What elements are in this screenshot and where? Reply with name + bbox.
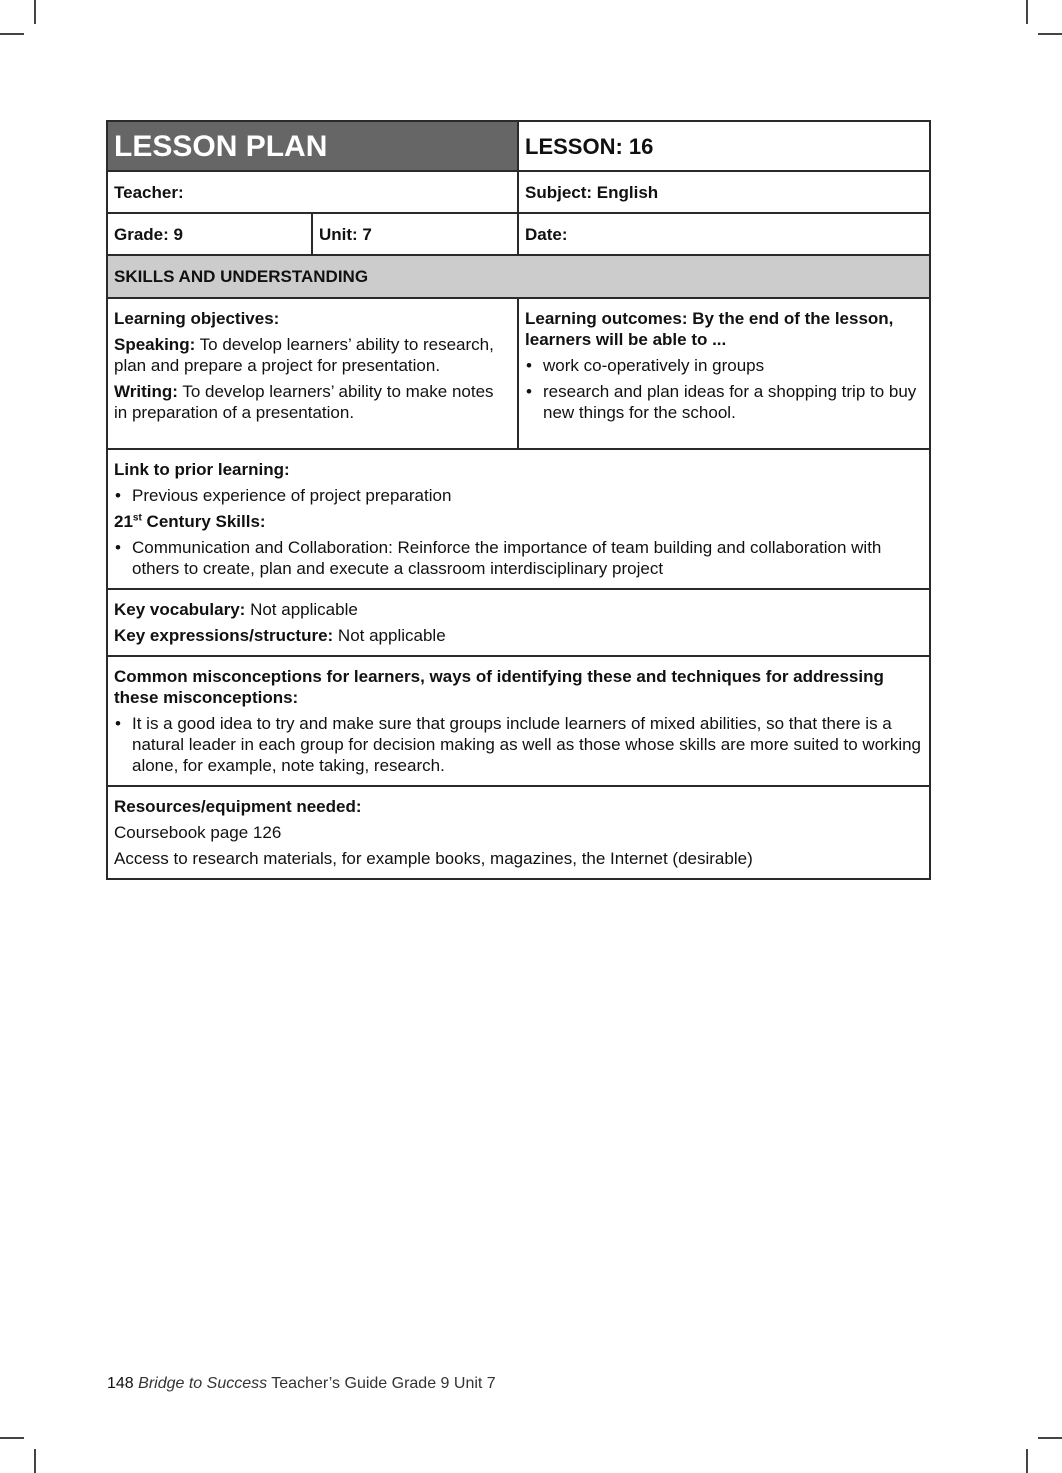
bullet-icon: • xyxy=(115,538,121,557)
resource-line: Access to research materials, for example books, magazines, the Internet (desirable) xyxy=(114,849,753,868)
misconceptions-cell xyxy=(107,656,930,786)
bullet-icon: • xyxy=(526,382,532,401)
crop-mark-bottom-right-vertical xyxy=(1026,1449,1028,1473)
list-item: • Communication and Collaboration: Reinforce the importance of team building and collaboration with others to create, plan and execute a classroom interdisciplinary project xyxy=(115,538,882,578)
bullet-icon: • xyxy=(526,356,532,375)
lesson-plan-title: LESSON PLAN xyxy=(107,121,518,171)
objective-writing xyxy=(114,381,511,423)
crop-mark-bottom-left-vertical xyxy=(34,1449,36,1473)
list-item: • research and plan ideas for a shopping trip to buy new things for the school. xyxy=(526,382,917,422)
crop-mark-top-right-vertical xyxy=(1026,0,1028,24)
speaking-label: Speaking: xyxy=(114,335,196,354)
unit-field: Unit: 7 xyxy=(312,213,518,255)
key-expressions: Key expressions/structure: Not applicable xyxy=(114,626,446,645)
list-item: • work co-operatively in groups xyxy=(526,356,765,375)
book-title: Bridge to Success xyxy=(138,1375,268,1392)
prior-learning-cell xyxy=(107,449,930,589)
century-skills-heading: 21st Century Skills: xyxy=(114,512,266,531)
date-field: Date: xyxy=(518,213,930,255)
page-footer xyxy=(107,1375,496,1393)
vocabulary-cell xyxy=(107,589,930,656)
bullet-icon: • xyxy=(115,486,121,505)
crop-mark-bottom-right-horizontal xyxy=(1038,1437,1062,1439)
page-number: 148 xyxy=(107,1375,134,1392)
key-vocabulary: Key vocabulary: Not applicable xyxy=(114,600,358,619)
writing-label: Writing: xyxy=(114,382,178,401)
prior-learning-list xyxy=(114,485,923,506)
misconceptions-list xyxy=(114,713,923,776)
teacher-field: Teacher: xyxy=(107,171,518,213)
writing-text: To develop learners’ ability to make notes in preparation of a presentation. xyxy=(114,382,494,422)
crop-mark-top-right-horizontal xyxy=(1038,33,1062,35)
learning-objectives-cell xyxy=(107,298,518,449)
objective-speaking xyxy=(114,334,511,376)
crop-mark-top-left-vertical xyxy=(34,0,36,24)
misconceptions-heading: Common misconceptions for learners, ways of identifying these and techniques for addressing these misconceptions: xyxy=(114,667,884,707)
resource-line: Coursebook page 126 xyxy=(114,823,282,842)
lesson-number: LESSON: 16 xyxy=(518,121,930,171)
resources-heading: Resources/equipment needed: xyxy=(114,797,362,816)
list-item: • It is a good idea to try and make sure that groups include learners of mixed abilities, so that there is a natural leader in each group for decision making as well as those whose skills are more suited to working alone, for example, note taking, research. xyxy=(115,714,922,775)
subject-field: Subject: English xyxy=(518,171,930,213)
lesson-plan-table xyxy=(106,120,931,880)
crop-mark-bottom-left-horizontal xyxy=(0,1437,24,1439)
prior-learning-heading: Link to prior learning: xyxy=(114,460,290,479)
resources-cell xyxy=(107,786,930,879)
outcomes-list xyxy=(525,355,923,423)
outcomes-heading: Learning outcomes: By the end of the lesson, learners will be able to ... xyxy=(525,309,894,349)
section-heading: SKILLS AND UNDERSTANDING xyxy=(107,255,930,298)
speaking-text: To develop learners’ ability to research, plan and prepare a project for presentation. xyxy=(114,335,494,375)
list-item: • Previous experience of project preparation xyxy=(115,486,452,505)
crop-mark-top-left-horizontal xyxy=(0,33,24,35)
objectives-heading: Learning objectives: xyxy=(114,309,280,328)
century-skills-list xyxy=(114,537,923,579)
learning-outcomes-cell xyxy=(518,298,930,449)
grade-field: Grade: 9 xyxy=(107,213,312,255)
footer-rest: Teacher’s Guide Grade 9 Unit 7 xyxy=(267,1375,496,1392)
bullet-icon: • xyxy=(115,714,121,733)
